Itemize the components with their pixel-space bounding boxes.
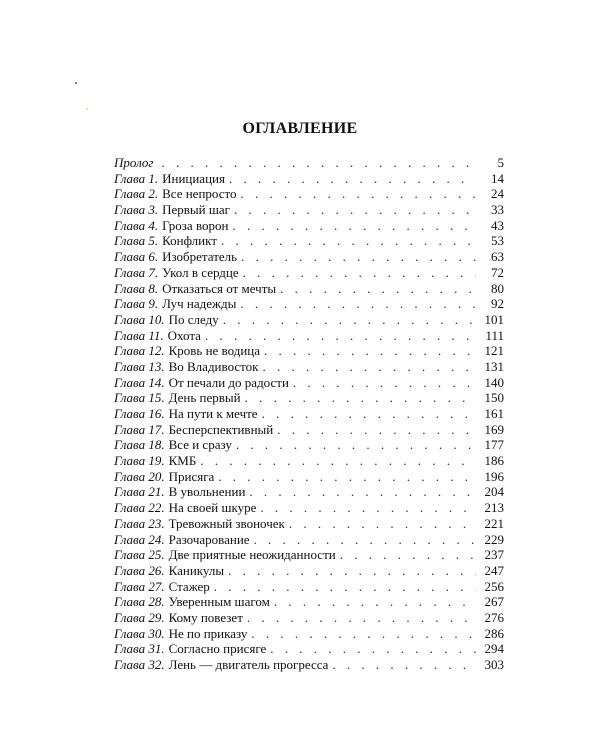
- dot-leader: [262, 406, 476, 422]
- toc-entry-label: [114, 610, 243, 626]
- toc-entry-label: [114, 453, 196, 469]
- chapter-title: Две приятные неожиданности: [168, 547, 336, 563]
- chapter-number: Глава 2.: [114, 186, 159, 202]
- dot-leader: [264, 343, 476, 359]
- toc-entry: [114, 453, 504, 469]
- page-number: 92: [491, 296, 504, 312]
- dot-leader: [232, 218, 476, 234]
- chapter-title: Кровь не водица: [168, 343, 261, 359]
- toc-entry-label: [114, 249, 237, 265]
- toc-entry-label: [114, 171, 225, 187]
- page-title: ОГЛАВЛЕНИЕ: [242, 120, 358, 137]
- chapter-title: День первый: [168, 390, 241, 406]
- toc-entry-label: [114, 532, 250, 548]
- page-number: 204: [484, 484, 504, 500]
- chapter-number: Глава 25.: [114, 547, 165, 563]
- page-number: 196: [484, 468, 504, 484]
- chapter-title: Изобретатель: [162, 249, 238, 265]
- chapter-number: Глава 19.: [114, 453, 165, 469]
- toc-entry-label: [114, 626, 247, 642]
- dot-leader: [229, 171, 476, 187]
- toc-entry: [114, 532, 504, 548]
- toc-entry: [114, 218, 504, 234]
- page-number: 186: [484, 453, 504, 469]
- toc-entry-label: [114, 155, 157, 171]
- chapter-title: Все и сразу: [168, 437, 232, 453]
- toc-entry: [114, 328, 504, 344]
- chapter-number: Пролог: [114, 155, 154, 170]
- page-number: 161: [484, 406, 504, 421]
- chapter-number: Глава 22.: [114, 500, 165, 516]
- toc-entry-label: [114, 563, 224, 579]
- dot-leader: [200, 453, 476, 469]
- toc-entry: [114, 202, 504, 218]
- chapter-number: Глава 5.: [114, 233, 159, 249]
- page-number: 121: [484, 343, 504, 359]
- chapter-title: По следу: [168, 311, 219, 327]
- scan-speck: [75, 82, 77, 84]
- chapter-title: Стажер: [168, 578, 210, 594]
- dot-leader: [332, 657, 476, 673]
- chapter-number: Глава 4.: [114, 217, 159, 233]
- chapter-title: Луч надежды: [162, 296, 237, 312]
- toc-entry-label: [114, 469, 214, 485]
- chapter-number: Глава 24.: [114, 531, 165, 547]
- dot-leader: [218, 469, 476, 485]
- dot-leader: [293, 375, 476, 391]
- dot-leader: [260, 500, 476, 516]
- chapter-number: Глава 29.: [114, 609, 165, 625]
- dot-leader: [243, 265, 476, 281]
- page-number: 140: [484, 374, 504, 390]
- chapter-number: Глава 14.: [114, 374, 165, 390]
- toc-entry: [114, 281, 504, 297]
- page-number: 150: [484, 390, 504, 406]
- toc-entry-label: [114, 516, 285, 532]
- toc-entry-label: [114, 202, 230, 218]
- chapter-title: Конфликт: [162, 233, 217, 249]
- chapter-title: В увольнении: [168, 484, 246, 500]
- toc-entry: [114, 265, 504, 281]
- toc-entry: [114, 171, 504, 187]
- dot-leader: [236, 437, 476, 453]
- toc-entry: [114, 469, 504, 485]
- toc-entry-label: [114, 328, 201, 344]
- toc-entry-label: [114, 641, 266, 657]
- chapter-number: Глава 9.: [114, 296, 159, 312]
- page-number: 237: [484, 547, 504, 563]
- toc-entry: [114, 626, 504, 642]
- toc-entry-label: [114, 343, 260, 359]
- toc-entry-label: [114, 233, 217, 249]
- dot-leader: [161, 155, 476, 171]
- chapter-title: Во Владивосток: [168, 358, 259, 374]
- toc-entry-label: [114, 500, 256, 516]
- toc-entry: [114, 610, 504, 626]
- dot-leader: [274, 594, 476, 610]
- toc-entry-label: [114, 579, 210, 595]
- dot-leader: [205, 328, 476, 344]
- page-number: 14: [491, 170, 504, 186]
- chapter-number: Глава 32.: [114, 657, 165, 672]
- toc-entry: [114, 359, 504, 375]
- dot-leader: [221, 233, 476, 249]
- toc-entry: [114, 500, 504, 516]
- dot-leader: [270, 641, 476, 657]
- table-of-contents: [114, 155, 504, 673]
- toc-entry: [114, 375, 504, 391]
- chapter-title: От печали до радости: [168, 374, 289, 390]
- chapter-title: Все непросто: [162, 186, 237, 202]
- toc-entry: [114, 641, 504, 657]
- toc-entry-label: [114, 484, 245, 500]
- chapter-number: Глава 10.: [114, 311, 165, 327]
- chapter-number: Глава 8.: [114, 280, 159, 296]
- toc-entry-label: [114, 547, 336, 563]
- page-number: 24: [491, 186, 504, 202]
- dot-leader: [241, 249, 476, 265]
- dot-leader: [245, 390, 476, 406]
- toc-entry: [114, 563, 504, 579]
- page-number: 169: [484, 421, 504, 437]
- page-number: 101: [484, 311, 504, 327]
- toc-entry-label: [114, 359, 258, 375]
- page-number: 303: [484, 657, 504, 672]
- chapter-title: Тревожный звоночек: [168, 515, 285, 531]
- toc-entry-label: [114, 312, 219, 328]
- page-number: 229: [484, 531, 504, 547]
- toc-entry: [114, 579, 504, 595]
- toc-entry: [114, 406, 504, 422]
- chapter-title: Каникулы: [168, 562, 225, 578]
- page-number: 247: [484, 562, 504, 578]
- dot-leader: [241, 186, 476, 202]
- dot-leader: [280, 281, 476, 297]
- chapter-title: Кому повезет: [168, 609, 243, 625]
- chapter-title: На пути к мечте: [168, 406, 258, 421]
- page-number: 80: [491, 280, 504, 296]
- toc-entry: [114, 186, 504, 202]
- chapter-title: Отказаться от мечты: [162, 280, 277, 296]
- chapter-number: Глава 12.: [114, 343, 165, 359]
- toc-entry: [114, 390, 504, 406]
- page-number: 131: [484, 358, 504, 374]
- chapter-title: Лень — двигатель прогресса: [168, 657, 329, 672]
- toc-entry-label: [114, 296, 236, 312]
- toc-entry: [114, 547, 504, 563]
- toc-entry-label: [114, 281, 276, 297]
- toc-entry: [114, 343, 504, 359]
- dot-leader: [223, 312, 476, 328]
- chapter-number: Глава 31.: [114, 641, 165, 657]
- toc-entry-label: [114, 218, 228, 234]
- chapter-number: Глава 16.: [114, 406, 165, 421]
- chapter-number: Глава 30.: [114, 625, 165, 641]
- chapter-number: Глава 27.: [114, 578, 165, 594]
- dot-leader: [249, 484, 476, 500]
- chapter-title: Гроза ворон: [162, 217, 229, 233]
- page-number: 5: [497, 155, 504, 170]
- chapter-number: Глава 7.: [114, 264, 159, 280]
- toc-entry: [114, 422, 504, 438]
- chapter-number: Глава 6.: [114, 249, 159, 265]
- toc-entry-label: [114, 186, 237, 202]
- page-number: 63: [491, 249, 504, 265]
- chapter-title: КМБ: [168, 453, 197, 469]
- toc-entry-label: [114, 657, 328, 673]
- dot-leader: [340, 547, 476, 563]
- dot-leader: [214, 579, 476, 595]
- chapter-number: Глава 21.: [114, 484, 165, 500]
- toc-entry-label: [114, 406, 258, 422]
- dot-leader: [262, 359, 476, 375]
- chapter-number: Глава 1.: [114, 170, 159, 186]
- chapter-title: Укол в сердце: [162, 264, 239, 280]
- page-number: 213: [484, 500, 504, 516]
- chapter-number: Глава 13.: [114, 358, 165, 374]
- dot-leader: [251, 626, 476, 642]
- toc-entry: [114, 437, 504, 453]
- toc-entry: [114, 312, 504, 328]
- chapter-number: Глава 23.: [114, 515, 165, 531]
- chapter-title: Первый шаг: [162, 202, 230, 218]
- toc-entry: [114, 516, 504, 532]
- dot-leader: [289, 516, 476, 532]
- chapter-title: Уверенным шагом: [168, 594, 270, 610]
- toc-entry-label: [114, 422, 273, 438]
- chapter-title: Инициация: [162, 170, 225, 186]
- toc-entry: [114, 233, 504, 249]
- chapter-number: Глава 11.: [114, 327, 164, 343]
- page-number: 111: [485, 327, 504, 343]
- chapter-number: Глава 20.: [114, 468, 165, 484]
- toc-entry: [114, 657, 504, 673]
- chapter-number: Глава 17.: [114, 421, 165, 437]
- toc-entry: [114, 155, 504, 171]
- page-number: 276: [484, 609, 504, 625]
- dot-leader: [228, 563, 476, 579]
- dot-leader: [254, 532, 476, 548]
- page-number: 177: [484, 437, 504, 453]
- chapter-number: Глава 28.: [114, 594, 165, 610]
- page-number: 256: [484, 578, 504, 594]
- toc-entry-label: [114, 375, 289, 391]
- toc-entry-label: [114, 437, 232, 453]
- page-number: 294: [484, 641, 504, 657]
- chapter-title: Разочарование: [168, 531, 250, 547]
- chapter-title: Охота: [167, 327, 201, 343]
- toc-entry-label: [114, 594, 270, 610]
- page-number: 72: [491, 264, 504, 280]
- chapter-title: Не по приказу: [168, 625, 248, 641]
- toc-entry: [114, 594, 504, 610]
- chapter-title: На своей шкуре: [168, 500, 257, 516]
- page-number: 33: [491, 202, 504, 218]
- dot-leader: [277, 422, 476, 438]
- toc-entry: [114, 296, 504, 312]
- page-number: 221: [484, 515, 504, 531]
- page-number: 53: [491, 233, 504, 249]
- scan-speck: [86, 108, 88, 110]
- chapter-number: Глава 26.: [114, 562, 165, 578]
- chapter-title: Согласно присяге: [168, 641, 267, 657]
- chapter-title: Присяга: [168, 468, 215, 484]
- toc-entry-label: [114, 390, 241, 406]
- page-number: 286: [484, 625, 504, 641]
- dot-leader: [234, 202, 476, 218]
- page-number: 267: [484, 594, 504, 610]
- toc-entry: [114, 249, 504, 265]
- toc-entry: [114, 484, 504, 500]
- chapter-number: Глава 15.: [114, 390, 165, 406]
- chapter-title: Бесперспективный: [168, 421, 274, 437]
- dot-leader: [247, 610, 476, 626]
- page-number: 43: [491, 217, 504, 233]
- dot-leader: [240, 296, 476, 312]
- toc-entry-label: [114, 265, 239, 281]
- chapter-number: Глава 18.: [114, 437, 165, 453]
- chapter-number: Глава 3.: [114, 202, 159, 218]
